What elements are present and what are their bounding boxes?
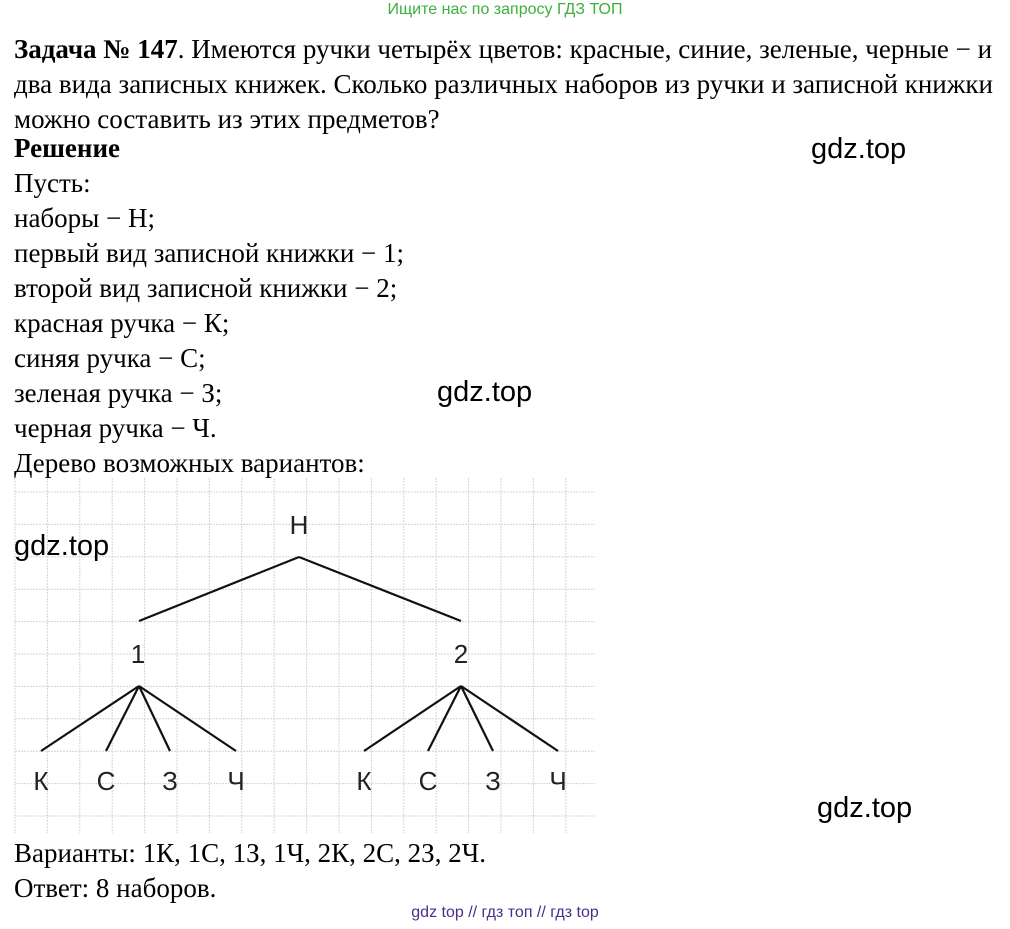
watermark: gdz.top (437, 376, 533, 408)
variants-line: Варианты: 1К, 1С, 1З, 1Ч, 2К, 2С, 2З, 2Ч. (14, 838, 486, 868)
tree-leaf-label: Ч (227, 766, 245, 796)
solution-line: первый вид записной книжки − 1; (14, 238, 404, 268)
problem-text: . Имеются ручки четырёх цветов: красные, синие, зеленые, черные − и два вида записных книжек. Сколько различных наборов из ручки и записной книжки можно составить из этих предметов? (14, 34, 993, 134)
tree-labels (33, 510, 566, 796)
solution-line: черная ручка − Ч. (14, 413, 217, 443)
solution-line: синяя ручка − С; (14, 343, 206, 373)
solution-line: Пусть: (14, 168, 91, 198)
tree-leaf-label: К (356, 766, 372, 796)
solution-line: зеленая ручка − З; (14, 378, 223, 408)
problem-label: Задача № 147 (14, 34, 178, 64)
answer-line: Ответ: 8 наборов. (14, 873, 217, 903)
watermark: gdz.top (811, 133, 907, 165)
watermark: gdz.top (14, 530, 110, 562)
footer-links[interactable]: gdz top // гдз топ // гдз top (411, 904, 599, 921)
solution-line: второй вид записной книжки − 2; (14, 273, 398, 303)
solution-line: Дерево возможных вариантов: (14, 448, 365, 478)
top-banner[interactable]: Ищите нас по запросу ГДЗ ТОП (387, 1, 623, 18)
solution-line: наборы − Н; (14, 203, 156, 233)
tree-leaf-label: З (162, 766, 178, 796)
tree-leaf-label: С (418, 766, 438, 796)
watermark: gdz.top (817, 792, 913, 824)
tree-leaf-label: К (33, 766, 49, 796)
tree-branch-label: 2 (453, 639, 469, 669)
tree-leaf-label: С (96, 766, 116, 796)
tree-leaf-label: Ч (549, 766, 567, 796)
tree-root-label: Н (289, 510, 309, 540)
tree-leaf-label: З (485, 766, 501, 796)
tree-branch-label: 1 (130, 639, 146, 669)
solution-line: красная ручка − К; (14, 308, 230, 338)
solution-heading: Решение (14, 133, 120, 163)
problem-statement (14, 32, 1004, 137)
